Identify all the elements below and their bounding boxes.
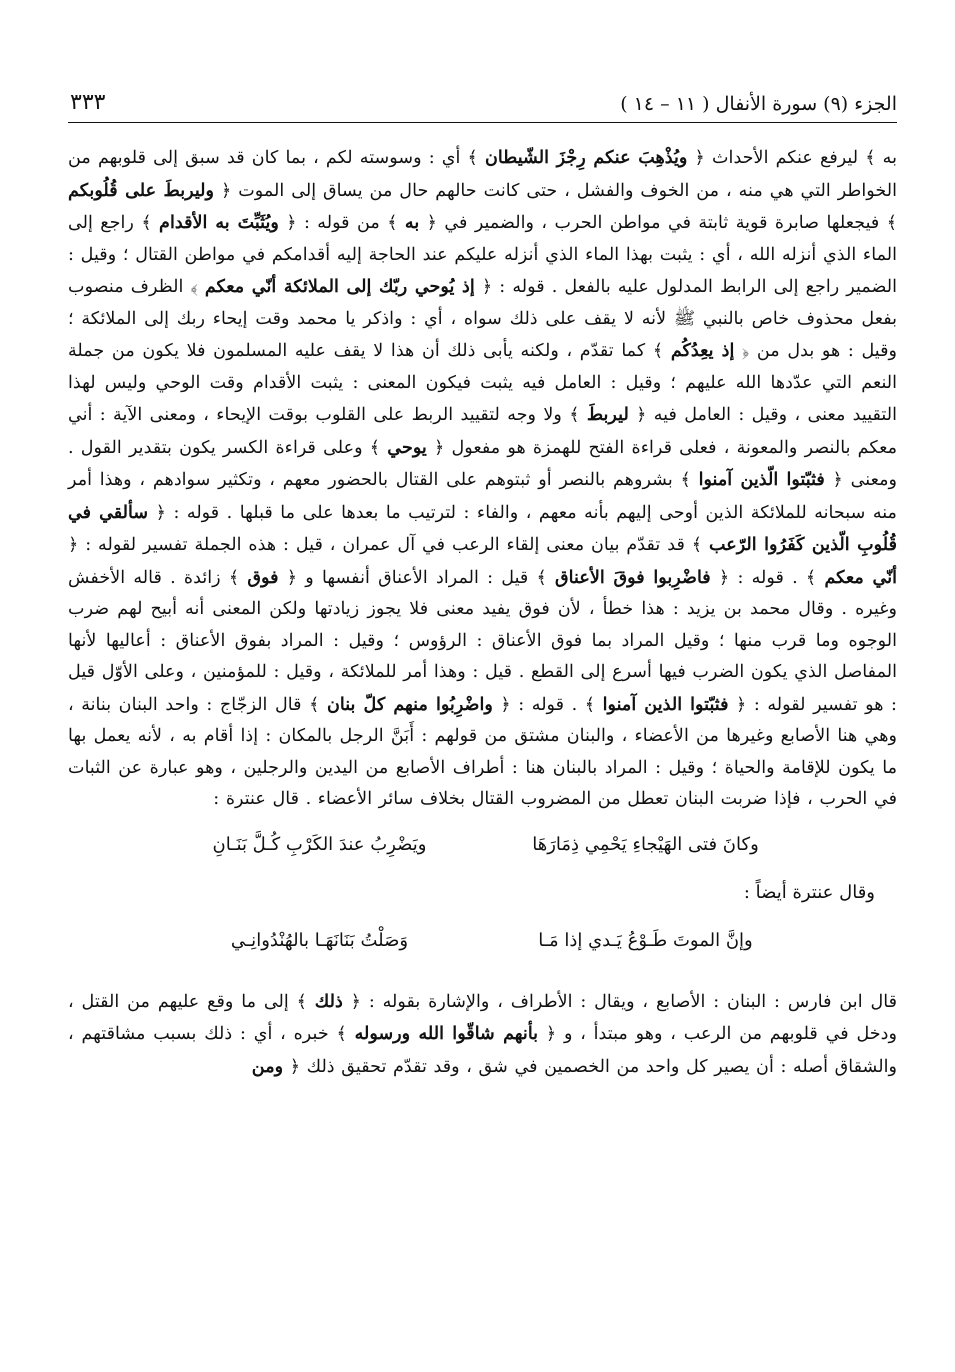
verse-first-hemistich: وإنَّ الموتَ طَـوْعُ يَـدي إذا مَـا bbox=[538, 929, 753, 951]
page-body bbox=[68, 142, 897, 1083]
running-title: الجزء (٩) سورة الأنفال ( ١١ – ١٤ ) bbox=[620, 93, 897, 115]
quran-quote: فثبّتوا الّذين آمنوا bbox=[698, 469, 825, 490]
text-run: ﴾ قال الزجّاج : واحد البنان بنانة ، وهي هنا الأصابع وغيرها من الأعضاء ، والبنان مشتق من قولهم : أَبَنَّ الرجل بالمكان : إذا أقام به ، لأنه يعمل بها ما يكون للإقامة والحياة ؛ وقيل : المراد بالبنان هنا : أطراف الأصابع من اليدين والرجلين ، وهو عبارة عن الثبات في الحرب ، فإذا ضربت البنان تعطل من المضروب القتال بخلاف سائر الأعضاء . قال عنترة : bbox=[68, 694, 897, 809]
text-run: ﴾ وعلى قراءة الكسر يكون بتقدير القول . ومعنى ﴿ bbox=[68, 437, 897, 490]
text-run: ﴾ . قوله : ﴿ bbox=[492, 694, 603, 715]
poem-intro: وقال عنترة أيضاً : bbox=[743, 881, 875, 903]
poem-verse-1 bbox=[68, 830, 897, 860]
quran-quote: فاضْرِبوا فوقَ الأعناق bbox=[555, 566, 711, 588]
commentary-paragraph-1 bbox=[68, 142, 897, 816]
quran-quote: إذ يعِدُكُم bbox=[670, 340, 735, 361]
quran-quote: ليربطَ bbox=[586, 404, 629, 425]
text-run: ﴾ زائدة . قاله الأخفش وغيره . وقال محمد بن يزيد : هذا خطأ ، لأن فوق يفيد معنى فلا يجوز زيادتها ولكن المعنى أنه أبيح لهم ضرب الوجوه وما قرب منها ؛ وقيل المراد بما فوق الأعناق : الرؤوس ؛ وقيل : المراد بفوق الأعناق : أعاليها لأنها المفاصل الذي يكون الضرب فيها أسرع إلى القطع . قيل : وهذا أمر للملائكة ، وقيل : للمؤمنين ، وعلى الأوّل قيل : هو تفسير لقوله : ﴿ bbox=[68, 567, 897, 715]
text-run: ﴾ فيجعلها صابرة قوية ثابتة في مواطن الحرب ، والضمير في ﴿ bbox=[419, 213, 898, 233]
quran-quote: سألقي في قُلُوبِ الّذين كَفَرُوا الرّعب bbox=[68, 501, 897, 555]
text-run: ﴾ بشروهم بالنصر أو ثبتوهم على القتال بالحضور معهم ، وتكثير سوادهم ، وهذا أمر منه سبحانه للملائكة الذين أوحى إليهم بأنه معهم ، والفاء : لترتيب ما بعدها على ما قبلها . قوله : ﴿ bbox=[68, 470, 897, 523]
text-run: قال ابن فارس : البنان : الأصابع ، ويقال : الأطراف ، والإشارة بقوله : ﴿ bbox=[342, 991, 897, 1012]
quran-quote: أنّي معكم bbox=[824, 566, 897, 588]
quran-quote: فثبّتوا الذين آمنوا bbox=[602, 693, 729, 715]
verse-second-hemistich: ويَضْرِبُ عندَ الكَرْبِ كُـلَّ بَنَـانِ bbox=[212, 833, 427, 855]
page-number: ٣٣٣ bbox=[70, 90, 106, 115]
quran-quote: يوحي bbox=[387, 436, 427, 458]
text-run: ﴾ خبره ، أي : ذلك بسبب مشاقتهم ، والشقاق أصله : أن يصير كل واحد من الخصمين في شق ، وقد تقدّم تحقيق ذلك ﴿ bbox=[68, 1024, 897, 1077]
text-run: ﴾ راجع إلى الماء الذي أنزله الله ، أي : يثبت بهذا الماء الذي أنزله عليكم عند الحاجة إليه أقدامكم في مواطن القتال ؛ وقيل : الضمير راجع إلى الرابط المدلول عليه بالفعل . قوله : ﴿ bbox=[68, 213, 898, 297]
poem-verse-2 bbox=[68, 926, 897, 956]
quran-quote: فوق bbox=[247, 566, 279, 588]
quran-quote: واضْرِبُوا منهم كلّ بنان bbox=[326, 693, 493, 715]
text-run: به ﴾ ليرفع عنكم الأحداث ﴿ bbox=[687, 148, 897, 168]
quran-quote: إذ يُوحي ربّك إلى الملائكة أنّي معكم bbox=[204, 276, 475, 297]
text-run: ﴾ الظرف منصوب بفعل محذوف خاص بالنبي ﷺ لأنه لا يقف على ذلك سواه ، أي : واذكر يا محمد وقت إيحاء ربك إلى الملائكة ؛ وقيل : هو بدل من ﴿ bbox=[68, 277, 897, 361]
text-run: ﴾ أي : وسوسته لكم ، بما كان قد سبق إلى قلوبهم من الخواطر التي هي منه ، من الخوف والفشل ، حتى كانت حالهم حال من يساق إلى الموت ﴿ bbox=[68, 148, 898, 201]
quran-quote: بأنهم شاقّوا الله ورسوله bbox=[354, 1023, 539, 1044]
quran-quote: ويُذْهِبَ عنكم رِجْزَ الشّيطان bbox=[485, 147, 688, 168]
text-run: ﴾ إلى ما وقع عليهم من القتل ، ودخل في قلوبهم من الرعب ، وهو مبتدأ ، و ﴿ bbox=[68, 991, 897, 1044]
text-run: ﴾ . قوله : ﴿ bbox=[710, 567, 825, 588]
verse-second-hemistich: وَصَلْتُ بَنَانَهَـا بالهُنْدُوانِـي bbox=[230, 929, 409, 951]
verse-first-hemistich: وكانَ فتى الهَيْجاءِ يَحْمِي ذِمَارَهَا bbox=[532, 833, 759, 855]
quran-quote: وليربطَ على قُلُوبكم bbox=[68, 179, 215, 201]
quran-quote: ومن bbox=[251, 1055, 284, 1077]
quran-quote: ذلك bbox=[314, 990, 343, 1012]
page-header bbox=[68, 88, 897, 123]
quran-quote: به bbox=[404, 212, 420, 233]
text-run: ﴾ قد تقدّم بيان معنى إلقاء الرعب في آل عمران ، قيل : هذه الجملة تفسير لقوله : ﴿ bbox=[68, 535, 709, 555]
text-run: ﴾ كما تقدّم ، ولكنه يأبى ذلك أن هذا لا يقف عليه المسلمون فلا يكون من جملة النعم التي عدّدها الله عليهم ؛ وقيل : العامل فيه يثبت فيكون المعنى : يثبت الأقدام وقت الوحي وليس لهذا التقييد معنى ، وقيل : العامل فيه ﴿ bbox=[68, 341, 897, 425]
text-run: ﴾ قيل : المراد الأعناق أنفسها و ﴿ bbox=[278, 567, 556, 588]
text-run: ﴾ من قوله : ﴿ bbox=[278, 213, 405, 233]
quran-quote: ويُثَبِّتَ به الأقدام bbox=[159, 212, 279, 233]
commentary-paragraph-2 bbox=[68, 986, 897, 1084]
text-run: ﴾ ولا وجه لتقييد الربط على القلوب بوقت الإيحاء ، ومعنى الآية : أني معكم بالنصر والمعونة ، فعلى قراءة الفتح للهمزة هو مفعول ﴿ bbox=[68, 405, 898, 458]
